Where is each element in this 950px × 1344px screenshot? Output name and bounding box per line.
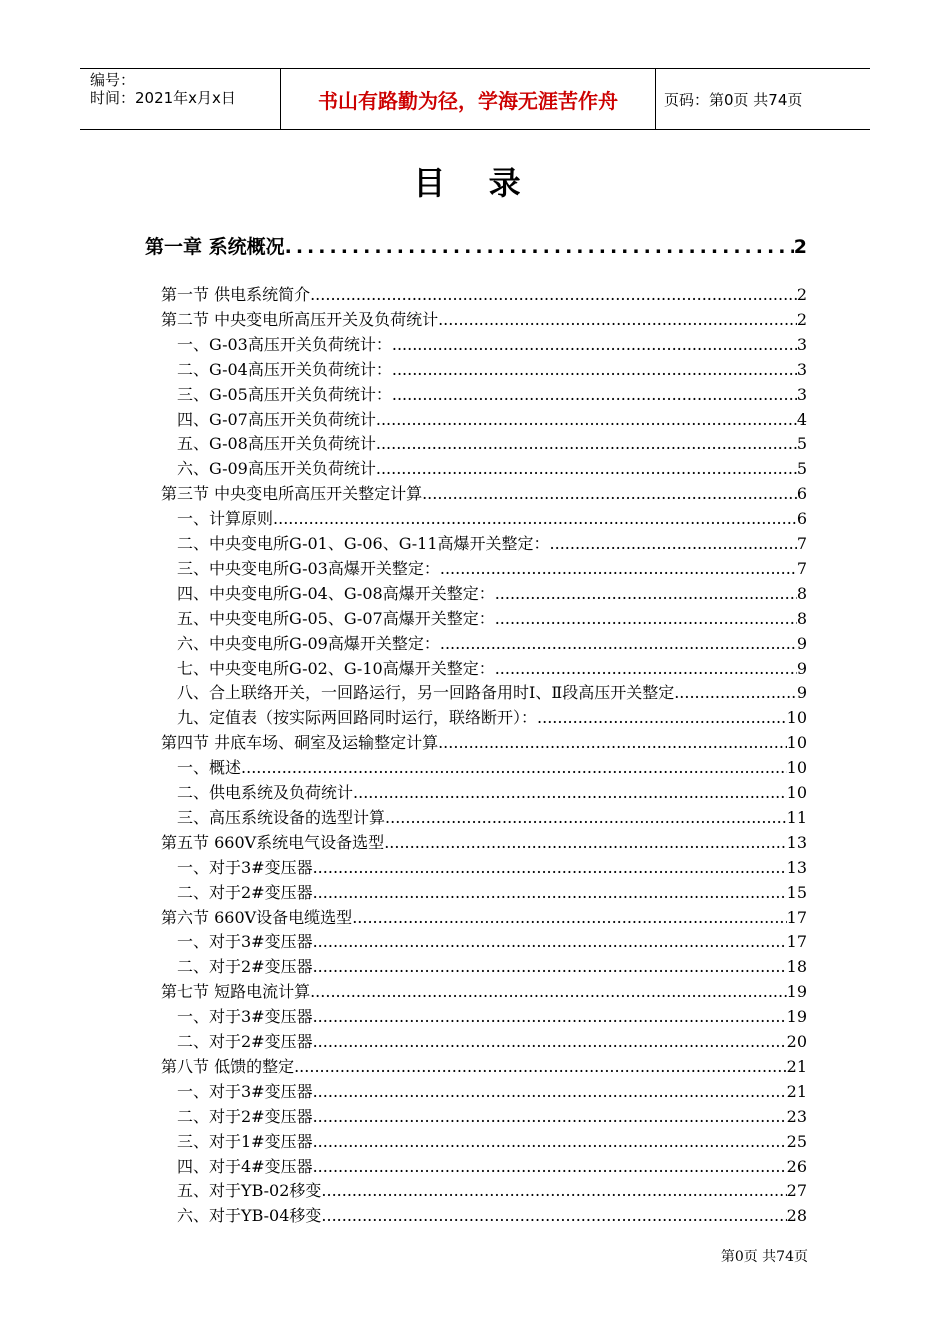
toc-leader-dots <box>376 434 797 453</box>
toc-entry-text: 二、中央变电所G-01、G-06、G-11高爆开关整定： <box>177 534 550 553</box>
toc-entry-text: 四、G-07高压开关负荷统计 <box>177 409 376 429</box>
toc-entry-page: 17 <box>786 907 807 927</box>
toc-entry-page: 3 <box>796 334 807 354</box>
toc-entry-page: 2 <box>796 309 807 329</box>
toc-entry-page: 19 <box>786 982 807 1002</box>
header-motto: 书山有路勤为径，学海无涯苦作舟 <box>280 69 656 129</box>
header-meta <box>90 71 236 107</box>
toc-entry-text: 一、对于3#变压器 <box>177 1007 313 1027</box>
toc-entry-page: 9 <box>796 658 807 678</box>
toc-leader-dots <box>385 808 787 827</box>
toc-entry-page: 7 <box>796 534 807 553</box>
toc-subsection[interactable] <box>177 855 807 879</box>
toc-leader-dots <box>376 410 797 429</box>
toc-entry-page: 7 <box>796 558 807 578</box>
toc-entry-text: 第七节 短路电流计算 <box>161 982 311 1002</box>
toc-entry-text: 第四节 井底车场、硐室及运输整定计算 <box>161 733 439 753</box>
toc-subsection[interactable] <box>177 407 807 431</box>
toc-entry-text: 六、对于YB-04移变 <box>177 1206 322 1226</box>
toc-leader-dots <box>321 1206 786 1225</box>
toc-subsection[interactable] <box>177 705 807 729</box>
toc-entry-text: 一、概述 <box>177 758 242 778</box>
toc-subsection[interactable] <box>177 805 807 829</box>
toc-leader-dots <box>376 459 797 478</box>
toc-subsection[interactable] <box>177 954 807 978</box>
toc-entry-page: 20 <box>786 1032 807 1051</box>
toc-leader-dots <box>392 335 797 354</box>
toc-subsection[interactable] <box>177 1129 807 1153</box>
toc-entry-page: 10 <box>786 783 807 802</box>
toc-entry-page: 13 <box>786 832 807 852</box>
toc-entry-page: 23 <box>786 1106 807 1126</box>
toc-leader-dots <box>321 1181 786 1200</box>
toc-entry-text: 第六节 660V设备电缆选型 <box>161 907 353 927</box>
toc-leader-dots <box>537 708 787 727</box>
toc-entry-page: 11 <box>786 807 807 827</box>
toc-entry-page: 3 <box>796 359 807 379</box>
toc-leader-dots <box>313 1107 787 1126</box>
toc-entry-text: 七、中央变电所G-02、G-10高爆开关整定： <box>177 658 495 678</box>
toc-subsection[interactable] <box>177 531 807 555</box>
time-label: 时间：2021年x月x日 <box>90 89 236 107</box>
toc-entry-page: 10 <box>786 733 807 753</box>
toc-subsection[interactable] <box>177 631 807 655</box>
toc-entry-page: 4 <box>796 409 807 429</box>
toc-entry-text: 一、对于3#变压器 <box>177 857 313 877</box>
page-title: 目 录 <box>413 164 537 202</box>
toc-section[interactable] <box>161 979 807 1003</box>
toc-entry-text: 第一节 供电系统简介 <box>161 285 311 304</box>
toc-entry-text: 一、对于3#变压器 <box>177 932 313 952</box>
toc-leader-dots <box>241 758 787 777</box>
toc-entry-text: 二、供电系统及负荷统计 <box>177 783 354 802</box>
toc-subsection[interactable] <box>177 1104 807 1128</box>
toc-entry-page: 21 <box>786 1056 807 1076</box>
toc-subsection[interactable] <box>177 357 807 381</box>
toc-entry-page: 3 <box>796 384 807 404</box>
toc-entry-page: 21 <box>786 1081 807 1101</box>
toc-leader-dots <box>440 559 797 578</box>
toc-entry-text: 第二节 中央变电所高压开关及负荷统计 <box>161 309 439 329</box>
page-header <box>80 68 870 130</box>
toc-subsection[interactable] <box>177 456 807 480</box>
toc-entry-text: 四、中央变电所G-04、G-08高爆开关整定： <box>177 583 495 603</box>
toc-subsection[interactable] <box>177 680 807 704</box>
toc-entry-text: 第三节 中央变电所高压开关整定计算 <box>161 484 423 504</box>
toc-leader-dots <box>310 982 787 1001</box>
toc-leader-dots <box>313 1157 787 1176</box>
toc-subsection[interactable] <box>177 431 807 455</box>
toc-subsection[interactable] <box>177 1079 807 1103</box>
toc-entry-page: 10 <box>786 758 807 778</box>
toc-subsection[interactable] <box>177 929 807 953</box>
toc-leader-dots <box>313 1082 787 1101</box>
toc-entry-text: 三、对于1#变压器 <box>177 1131 313 1151</box>
toc-chapter-text: 第一章 系统概况 <box>145 236 285 258</box>
toc-entry-text: 三、高压系统设备的选型计算 <box>177 807 386 827</box>
toc-section[interactable] <box>161 730 807 754</box>
toc-leader-dots <box>674 683 797 702</box>
toc-leader-dots <box>285 236 794 258</box>
toc-entry-text: 九、定值表（按实际两回路同时运行，联络断开）： <box>177 708 538 728</box>
toc-entry-page: 19 <box>786 1007 807 1027</box>
toc-leader-dots <box>438 733 787 752</box>
toc-section[interactable] <box>161 307 807 331</box>
toc-section[interactable] <box>161 1054 807 1078</box>
toc-leader-dots <box>392 360 797 379</box>
toc-entry-page: 17 <box>786 932 807 952</box>
toc-leader-dots <box>495 584 797 603</box>
toc-leader-dots <box>353 783 787 802</box>
toc-entry-text: 一、计算原则 <box>177 509 274 529</box>
toc-entry-page: 25 <box>786 1131 807 1151</box>
toc-leader-dots <box>438 310 797 329</box>
toc-entry-text: 五、G-08高压开关负荷统计 <box>177 434 376 454</box>
toc-subsection[interactable] <box>177 656 807 680</box>
toc-subsection[interactable] <box>177 1029 807 1053</box>
toc-entry-page: 13 <box>786 857 807 877</box>
toc-leader-dots <box>313 957 787 976</box>
toc-leader-dots <box>273 509 797 528</box>
page-footer: 第0页 共74页 <box>720 1249 808 1265</box>
toc-chapter[interactable] <box>145 232 807 262</box>
toc-entry-text: 一、G-03高压开关负荷统计： <box>177 334 392 354</box>
toc-entry-text: 五、对于YB-02移变 <box>177 1181 322 1201</box>
toc-entry-page: 6 <box>796 509 807 529</box>
toc-entry-page: 8 <box>796 583 807 603</box>
toc-entry-page: 2 <box>796 285 807 304</box>
toc-leader-dots <box>495 609 797 628</box>
toc-subsection[interactable] <box>177 556 807 580</box>
toc-leader-dots <box>313 883 787 902</box>
toc-entry-page: 18 <box>786 957 807 977</box>
toc-entry-page: 28 <box>786 1206 807 1226</box>
toc-subsection[interactable] <box>177 1154 807 1178</box>
toc-entry-text: 八、合上联络开关，一回路运行，另一回路备用时Ⅰ、Ⅱ段高压开关整定 <box>177 683 675 703</box>
toc-subsection[interactable] <box>177 880 807 904</box>
toc-leader-dots <box>313 1007 787 1026</box>
toc-entry-page: 9 <box>796 633 807 653</box>
toc-leader-dots <box>313 858 787 877</box>
toc-chapter-page: 2 <box>793 236 807 258</box>
toc-leader-dots <box>392 385 797 404</box>
toc-section[interactable] <box>161 830 807 854</box>
toc-entry-text: 四、对于4#变压器 <box>177 1156 313 1176</box>
toc-subsection[interactable] <box>177 1004 807 1028</box>
toc-subsection[interactable] <box>177 581 807 605</box>
toc-subsection[interactable] <box>177 755 807 779</box>
toc-leader-dots <box>384 833 786 852</box>
toc-subsection[interactable] <box>177 606 807 630</box>
toc-subsection[interactable] <box>177 382 807 406</box>
toc-subsection[interactable] <box>177 1203 807 1227</box>
toc-subsection[interactable] <box>177 332 807 356</box>
toc-leader-dots <box>313 1132 787 1151</box>
toc-section[interactable] <box>161 481 807 505</box>
toc-entry-page: 5 <box>796 459 807 479</box>
toc-entry-text: 二、对于2#变压器 <box>177 957 313 977</box>
toc-entry-page: 9 <box>796 683 807 703</box>
toc-subsection[interactable] <box>177 780 807 804</box>
header-page-info: 页码：第0页 共74页 <box>664 90 803 109</box>
toc-leader-dots <box>310 285 797 304</box>
toc-entry-text: 二、对于2#变压器 <box>177 1106 313 1126</box>
toc-section[interactable] <box>161 282 807 306</box>
toc-entry-text: 二、对于2#变压器 <box>177 1032 313 1051</box>
toc-entry-text: 第八节 低馈的整定 <box>161 1056 295 1076</box>
toc-entry-text: 三、中央变电所G-03高爆开关整定： <box>177 558 440 578</box>
toc-entry-text: 三、G-05高压开关负荷统计： <box>177 384 392 404</box>
toc-entry-page: 26 <box>786 1156 807 1176</box>
toc-entry-text: 五、中央变电所G-05、G-07高爆开关整定： <box>177 608 495 628</box>
toc-entry-text: 第五节 660V系统电气设备选型 <box>161 832 385 852</box>
toc-entry-text: 一、对于3#变压器 <box>177 1081 313 1101</box>
toc-leader-dots <box>313 1032 787 1051</box>
toc-entry-text: 六、中央变电所G-09高爆开关整定： <box>177 633 440 653</box>
toc-subsection[interactable] <box>177 506 807 530</box>
toc-entry-page: 27 <box>786 1181 807 1201</box>
toc-entry-page: 15 <box>786 882 807 902</box>
toc-entry-page: 5 <box>796 434 807 454</box>
toc-leader-dots <box>440 634 797 653</box>
toc-section[interactable] <box>161 905 807 929</box>
toc-leader-dots <box>313 932 787 951</box>
toc-leader-dots <box>352 908 786 927</box>
toc-entry-page: 10 <box>786 708 807 728</box>
toc-leader-dots <box>294 1057 787 1076</box>
toc-entry-text: 二、G-04高压开关负荷统计： <box>177 359 392 379</box>
toc-leader-dots <box>550 534 797 553</box>
number-label: 编号： <box>90 71 136 89</box>
toc-subsection[interactable] <box>177 1178 807 1202</box>
toc-entry-text: 二、对于2#变压器 <box>177 882 313 902</box>
toc-leader-dots <box>422 484 797 503</box>
toc-leader-dots <box>495 659 797 678</box>
toc-entry-page: 8 <box>796 608 807 628</box>
toc-entry-text: 六、G-09高压开关负荷统计 <box>177 459 376 479</box>
toc-entry-page: 6 <box>796 484 807 504</box>
